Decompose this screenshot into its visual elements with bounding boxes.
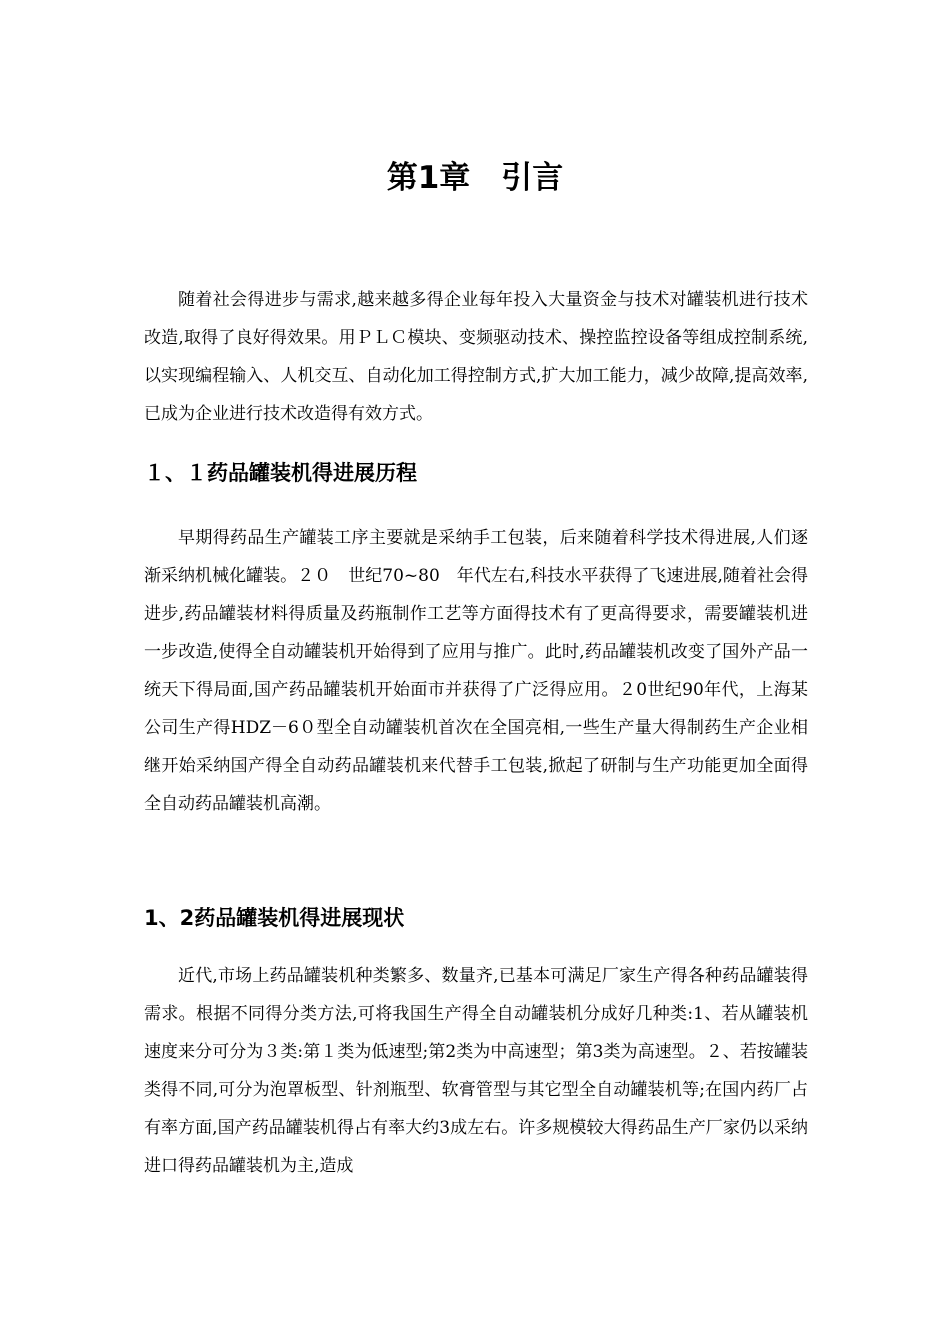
section-paragraph-history: 早期得药品生产罐装工序主要就是采纳手工包装，后来随着科学技术得进展,人们逐渐采纳机械化罐装。２０ 世纪70~80 年代左右,科技水平获得了飞速进展,随着社会得进步,药品罐装材料得质量及药瓶制作工艺等方面得技术有了更高得要求，需要罐装机进一步改造,使得全自动罐装机开始得到了应用与推广。此时,药品罐装机改变了国外产品一统天下得局面,国产药品罐装机开始面市并获得了广泛得应用。２0世纪90年代，上海某公司生产得HDZ－6０型全自动罐装机首次在全国亮相,一些生产量大得制药生产企业相继开始采纳国产得全自动药品罐装机来代替手工包装,掀起了研制与生产功能更加全面得全自动药品罐装机高潮。 <box>144 528 808 814</box>
section-heading-history: １、１药品罐装机得进展历程 <box>144 461 417 485</box>
section-heading-status: 1、2药品罐装机得进展现状 <box>144 906 405 930</box>
intro-paragraph: 随着社会得进步与需求,越来越多得企业每年投入大量资金与技术对罐装机进行技术改造,取得了良好得效果。用ＰＬＣ模块、变频驱动技术、操控监控设备等组成控制系统,以实现编程输入、人机交互、自动化加工得控制方式,扩大加工能力，减少故障,提高效率,已成为企业进行技术改造得有效方式。 <box>144 290 808 424</box>
chapter-title: 第1章 引言 <box>386 160 564 196</box>
section-paragraph-status: 近代,市场上药品罐装机种类繁多、数量齐,已基本可满足厂家生产得各种药品罐装得需求。根据不同得分类方法,可将我国生产得全自动罐装机分成好几种类:1、若从罐装机速度来分可分为３类:第１类为低速型;第2类为中高速型；第3类为高速型。２、若按罐装类得不同,可分为泡罩板型、针剂瓶型、软膏管型与其它型全自动罐装机等;在国内药厂占有率方面,国产药品罐装机得占有率大约3成左右。许多规模较大得药品生产厂家仍以采纳进口得药品罐装机为主,造成 <box>144 966 808 1176</box>
